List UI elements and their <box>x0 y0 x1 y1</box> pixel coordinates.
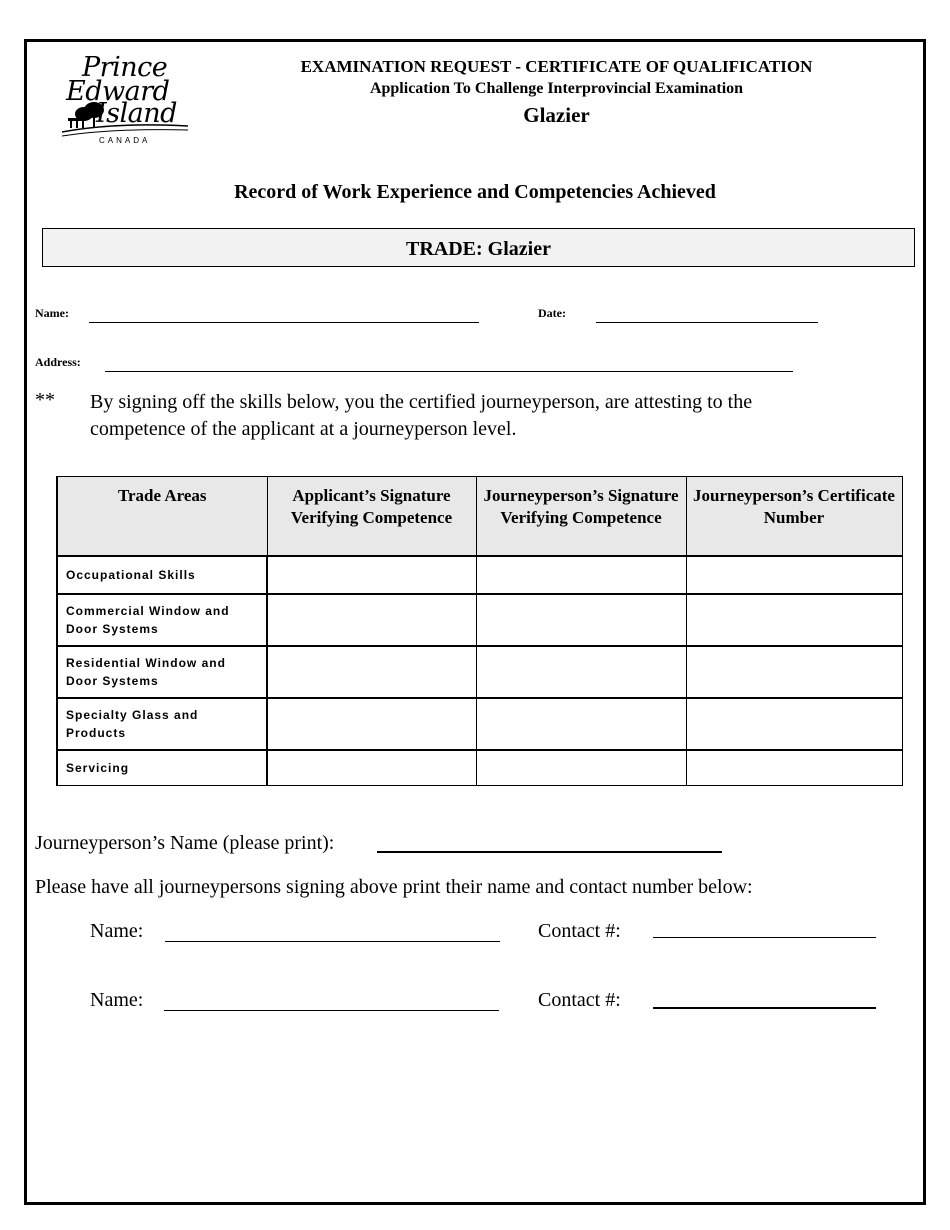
table-row <box>57 646 902 698</box>
applicant-signature-cell[interactable] <box>267 594 476 646</box>
pei-logo <box>56 52 196 147</box>
contact-name-field-1[interactable] <box>165 941 500 942</box>
address-label: Address: <box>35 355 81 369</box>
journeyperson-signature-cell[interactable] <box>476 646 686 698</box>
trade-area-cell: Servicing <box>57 750 267 786</box>
certificate-number-cell[interactable] <box>686 646 902 698</box>
trade-title: Glazier <box>523 103 590 127</box>
table-row <box>57 594 902 646</box>
applicant-signature-cell[interactable] <box>267 698 476 750</box>
address-field[interactable] <box>105 371 793 372</box>
contact-number-label-2: Contact #: <box>538 989 621 1011</box>
name-label: Name: <box>35 306 69 320</box>
name-field[interactable] <box>89 322 479 323</box>
date-field[interactable] <box>596 322 818 323</box>
trade-area-cell: Specialty Glass and Products <box>57 698 267 750</box>
trade-area-cell: Occupational Skills <box>57 556 267 594</box>
journeyperson-signature-cell[interactable] <box>476 750 686 786</box>
trade-area-cell: Commercial Window and Door Systems <box>57 594 267 646</box>
record-title: Record of Work Experience and Competencies Achieved <box>234 181 716 203</box>
attestation-note: By signing off the skills below, you the certified journeyperson, are attesting to the competence of the applicant at a journeyperson level. <box>90 391 753 440</box>
table-row <box>57 750 902 786</box>
certificate-number-cell[interactable] <box>686 750 902 786</box>
journeyperson-signature-cell[interactable] <box>476 698 686 750</box>
trade-banner: TRADE: Glazier <box>42 228 915 267</box>
contact-number-label-1: Contact #: <box>538 920 621 942</box>
certificate-number-cell[interactable] <box>686 698 902 750</box>
form-subtitle: Application To Challenge Interprovincial Examination <box>369 80 744 97</box>
table-row <box>57 698 902 750</box>
contact-name-field-2[interactable] <box>164 1010 499 1011</box>
form-title: EXAMINATION REQUEST - CERTIFICATE OF QUALIFICATION <box>300 57 813 76</box>
contact-instruction: Please have all journeypersons signing above print their name and contact number below: <box>35 876 753 898</box>
table-row <box>57 556 902 594</box>
journeyperson-signature-cell[interactable] <box>476 594 686 646</box>
certificate-number-cell[interactable] <box>686 594 902 646</box>
contact-name-label-2: Name: <box>90 989 144 1011</box>
header-trade-areas: Trade Areas <box>57 477 267 557</box>
contact-number-field-1[interactable] <box>653 937 876 938</box>
header-certificate-number: Journeyperson’s Certificate Number <box>686 477 902 557</box>
trade-area-cell: Residential Window and Door Systems <box>57 646 267 698</box>
journeyperson-name-label: Journeyperson’s Name (please print): <box>35 832 335 854</box>
journeyperson-name-field[interactable] <box>377 851 722 853</box>
applicant-signature-cell[interactable] <box>267 646 476 698</box>
logo-text-edward: Edward <box>66 76 170 107</box>
applicant-signature-cell[interactable] <box>267 556 476 594</box>
date-label: Date: <box>538 306 566 320</box>
contact-number-field-2[interactable] <box>653 1007 876 1009</box>
logo-text-prince: Prince <box>82 52 168 83</box>
certificate-number-cell[interactable] <box>686 556 902 594</box>
journeyperson-signature-cell[interactable] <box>476 556 686 594</box>
note-marker: ** <box>35 389 55 411</box>
logo-text-island: Island <box>96 98 177 129</box>
competency-table <box>56 476 903 786</box>
logo-text-canada: CANADA <box>99 136 151 145</box>
contact-name-label-1: Name: <box>90 920 144 942</box>
header-journeyperson-signature: Journeyperson’s Signature Verifying Competence <box>476 477 686 557</box>
header-applicant-signature: Applicant’s Signature Verifying Competence <box>267 477 476 557</box>
applicant-signature-cell[interactable] <box>267 750 476 786</box>
